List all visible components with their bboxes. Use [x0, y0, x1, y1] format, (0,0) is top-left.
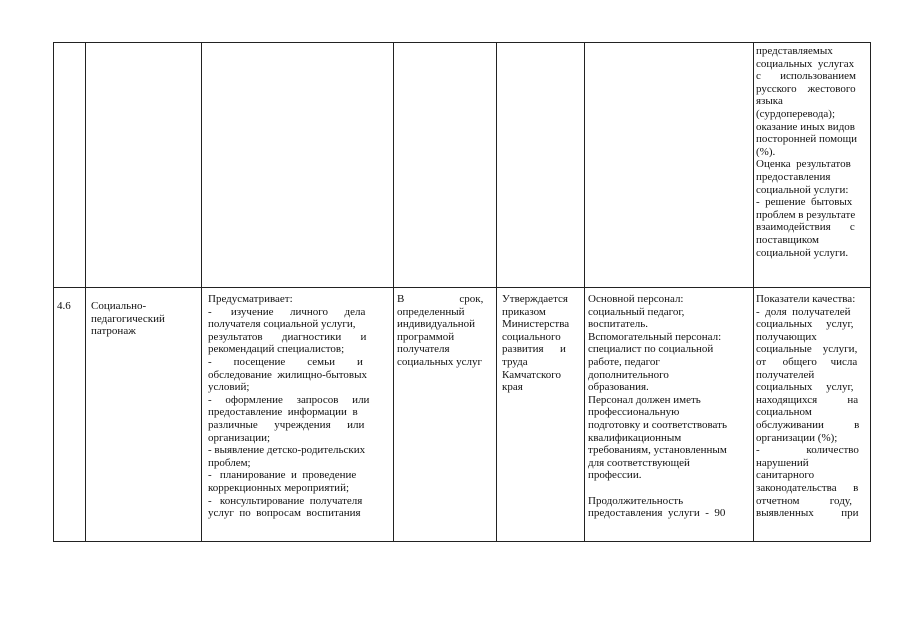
service-personnel [588, 293, 750, 520]
text-line: предоставления [756, 170, 831, 183]
text-line: Министерства [502, 318, 570, 331]
text-line: Основной персонал: [588, 293, 684, 305]
text-line: социальных услуг, [756, 318, 854, 331]
text-line: санитарного [756, 469, 815, 482]
text-line: профессии. [588, 469, 642, 482]
text-line: социального [502, 330, 561, 343]
text-line: получателей [756, 368, 815, 381]
text-line: проблем в результате [756, 208, 856, 221]
text-line: получателя социальной услуги, [208, 318, 356, 331]
text-line: - оформление запросов или [208, 393, 370, 406]
text-line: Камчатского [502, 368, 562, 381]
text-line: Утверждается [502, 293, 568, 305]
text-line: различные учреждения или [208, 418, 365, 431]
text-line: (сурдоперевода); [756, 107, 836, 120]
grid-line [53, 287, 871, 288]
text-line: Оценка результатов [756, 158, 851, 171]
text-line: социальной услуги. [756, 246, 849, 259]
text-line: Вспомогательный персонал: [588, 330, 722, 343]
grid-line [53, 541, 871, 542]
text-line [588, 482, 750, 495]
text-line: языка [756, 95, 783, 108]
text-line: В срок, [397, 293, 484, 305]
service-term [397, 293, 491, 369]
text-line: - изучение личного дела [208, 305, 366, 318]
text-line: оказание иных видов [756, 120, 855, 133]
text-line: Предусматривает: [208, 293, 293, 305]
text-line: профессиональную [588, 406, 680, 419]
text-line: Показатели качества: [756, 293, 856, 305]
grid-line [53, 42, 871, 43]
text-line: Продолжительность [588, 494, 684, 507]
text-line: выявленных при [756, 507, 859, 520]
text-line: организации; [208, 431, 271, 444]
text-line: квалификационным [588, 431, 682, 444]
text-line: патронаж [91, 325, 136, 338]
services-table [53, 42, 871, 542]
text-line: программой [397, 330, 455, 343]
text-line: образования. [588, 381, 649, 394]
text-line: определенный [397, 305, 465, 318]
text-line: края [502, 381, 523, 394]
text-line: представляемых [756, 45, 833, 57]
grid-line [753, 42, 754, 542]
text-line: социальный педагог, [588, 305, 685, 318]
text-line: получающих [756, 330, 817, 343]
text-line: требованиям, установленным [588, 444, 727, 457]
text-line: труда [502, 355, 528, 368]
grid-line [584, 42, 585, 542]
text-line: результатов диагностики и [208, 330, 367, 343]
text-line: взаимодействия с [756, 221, 855, 234]
text-line: социальных услугах [756, 57, 855, 70]
grid-line [201, 42, 202, 542]
text-line: социальной услуги: [756, 183, 849, 196]
text-line: (%). [756, 145, 776, 158]
text-line: проблем; [208, 456, 251, 469]
text-line: развития и [502, 343, 566, 356]
text-line: законодательства в [756, 481, 859, 494]
text-line: педагогический [91, 312, 165, 325]
text-line: услуг по вопросам воспитания [208, 507, 361, 520]
text-line: приказом [502, 305, 546, 318]
text-line: для соответствующей [588, 456, 690, 469]
text-line: социальных услуг [397, 355, 483, 368]
text-line: Социально- [91, 300, 147, 312]
text-line: посторонней помощи [756, 133, 857, 146]
grid-line [53, 42, 54, 542]
text-line: дополнительного [588, 368, 669, 381]
text-line: нарушений [756, 456, 809, 469]
grid-line [85, 42, 86, 542]
grid-line [870, 42, 871, 542]
text-line: - количество [756, 444, 859, 457]
service-quality [756, 293, 867, 520]
service-description [208, 293, 390, 520]
text-line: - выявление детско-родительских [208, 444, 366, 457]
text-line: от общего числа [756, 355, 858, 368]
text-line: социальном [756, 406, 812, 419]
service-approval [502, 293, 584, 394]
text-line: - доля получателей [756, 305, 851, 318]
grid-line [496, 42, 497, 542]
text-line: Персонал должен иметь [588, 393, 701, 406]
text-line: рекомендаций специалистов; [208, 343, 345, 356]
text-line: обследование жилищно-бытовых [208, 368, 368, 381]
text-line: предоставление информации в [208, 406, 358, 419]
text-line: находящихся на [756, 393, 859, 406]
text-line: отчетном году, [756, 494, 852, 507]
text-line: поставщиком [756, 233, 819, 246]
text-line: русского жестового [756, 82, 856, 95]
text-line: индивидуальной [397, 318, 476, 331]
text-line: коррекционных мероприятий; [208, 481, 350, 494]
grid-line [393, 42, 394, 542]
text-line: специалист по социальной [588, 343, 714, 356]
text-line: работе, педагог [588, 355, 660, 368]
text-line: обслуживании в [756, 418, 860, 431]
text-line: - решение бытовых [756, 196, 853, 209]
top-quality-continuation [756, 45, 867, 259]
text-line: организации (%); [756, 431, 838, 444]
text-line: с использованием [756, 70, 856, 83]
text-line: социальных услуг, [756, 381, 854, 394]
text-line: условий; [208, 381, 250, 394]
text-line: - посещение семьи и [208, 355, 363, 368]
text-line: - планирование и проведение [208, 469, 357, 482]
text-line: получателя [397, 343, 450, 356]
text-line: социальные услуги, [756, 343, 858, 356]
text-line: подготовку и соответствовать [588, 418, 727, 431]
service-name [91, 300, 195, 338]
text-line: воспитатель. [588, 318, 649, 331]
text-line: - консультирование получателя [208, 494, 363, 507]
text-line: предоставления услуги - 90 [588, 507, 726, 520]
row-number: 4.6 [57, 300, 71, 312]
